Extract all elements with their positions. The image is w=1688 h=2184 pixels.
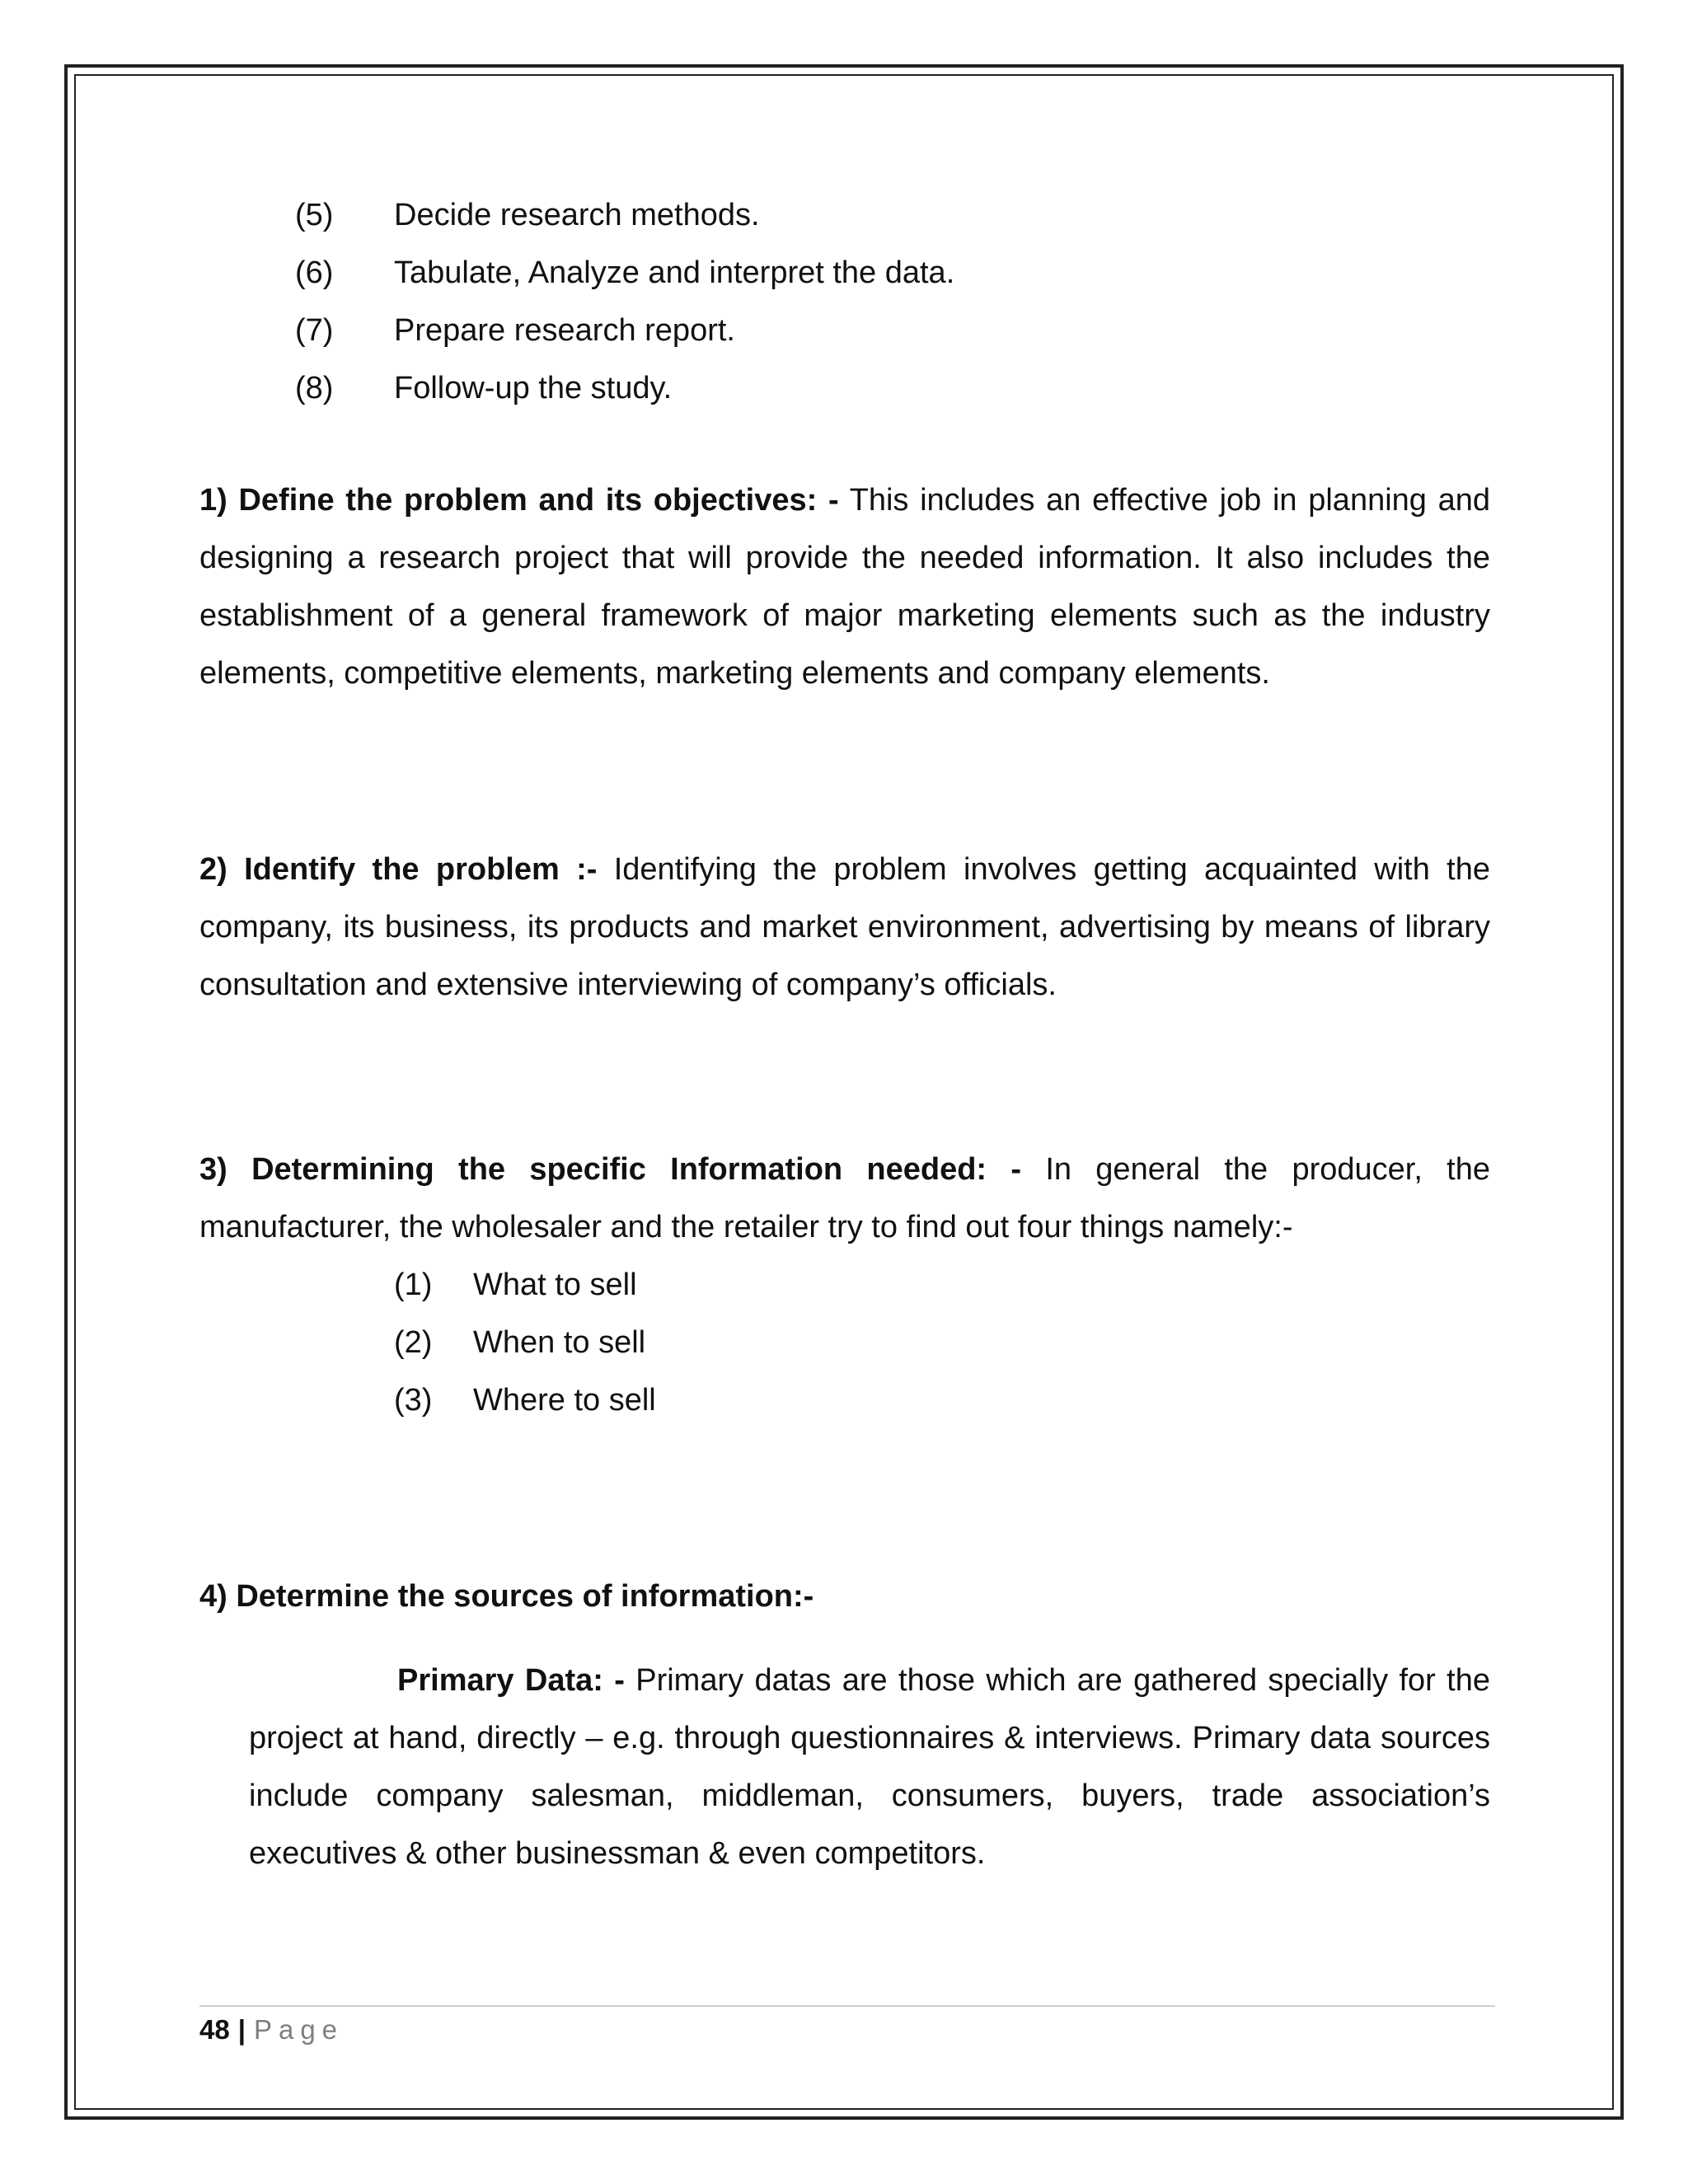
- list-number: (1): [394, 1268, 433, 1302]
- section-define-problem: [199, 471, 1490, 702]
- step-text: Decide research methods.: [394, 198, 760, 232]
- section-heading: 4) Determine the sources of information:-: [199, 1579, 814, 1614]
- section-identify-problem: [199, 841, 1490, 1014]
- section-specific-information: [199, 1141, 1490, 1256]
- step-text: Follow-up the study.: [394, 371, 673, 405]
- section-sources-information: [199, 1568, 1490, 1625]
- section-body: This includes an effective job in planning and designing a research project that will provide the needed information. It also includes the establishment of a general framework of major marketing elements such as the industry elements, competitive elements, marketing elements and company elements.: [199, 483, 1490, 691]
- step-text: Prepare research report.: [394, 313, 735, 348]
- page-footer: [199, 2011, 344, 2049]
- step-number: (7): [295, 313, 334, 348]
- page-label: Page: [253, 2014, 345, 2045]
- list-text: Where to sell: [473, 1383, 656, 1418]
- section-heading: 2) Identify the problem :-: [199, 852, 598, 887]
- step-number: (6): [295, 255, 334, 290]
- footer-divider: [199, 2005, 1495, 2007]
- list-number: (2): [394, 1325, 433, 1360]
- section-body: In general the producer, the manufacturer, the wholesaler and the retailer try to find out four things namely:-: [199, 1152, 1491, 1244]
- step-number: (5): [295, 198, 334, 232]
- step-text: Tabulate, Analyze and interpret the data.: [394, 255, 955, 290]
- page-number: 48: [199, 2014, 230, 2045]
- list-number: (3): [394, 1383, 433, 1418]
- section-heading: 1) Define the problem and its objectives: -: [199, 483, 839, 518]
- primary-data-body: Primary datas are those which are gathered specially for the project at hand, directly – e.g. through questionnaires & interviews. Primary data sources include company salesman, middleman, consumers, buyers, trade association’s executives & other businessman & even competitors.: [249, 1663, 1490, 1871]
- step-number: (8): [295, 371, 334, 405]
- list-text: What to sell: [473, 1268, 637, 1302]
- section-heading: 3) Determining the specific Information needed: -: [199, 1152, 1022, 1187]
- list-text: When to sell: [473, 1325, 646, 1360]
- footer-separator: |: [237, 2014, 246, 2045]
- primary-data-paragraph: [249, 1652, 1490, 1882]
- primary-data-heading: Primary Data: -: [397, 1663, 625, 1698]
- section-body: Identifying the problem involves getting acquainted with the company, its business, its products and market environment, advertising by means of library consultation and extensive interviewing of company’s officials.: [199, 852, 1490, 1002]
